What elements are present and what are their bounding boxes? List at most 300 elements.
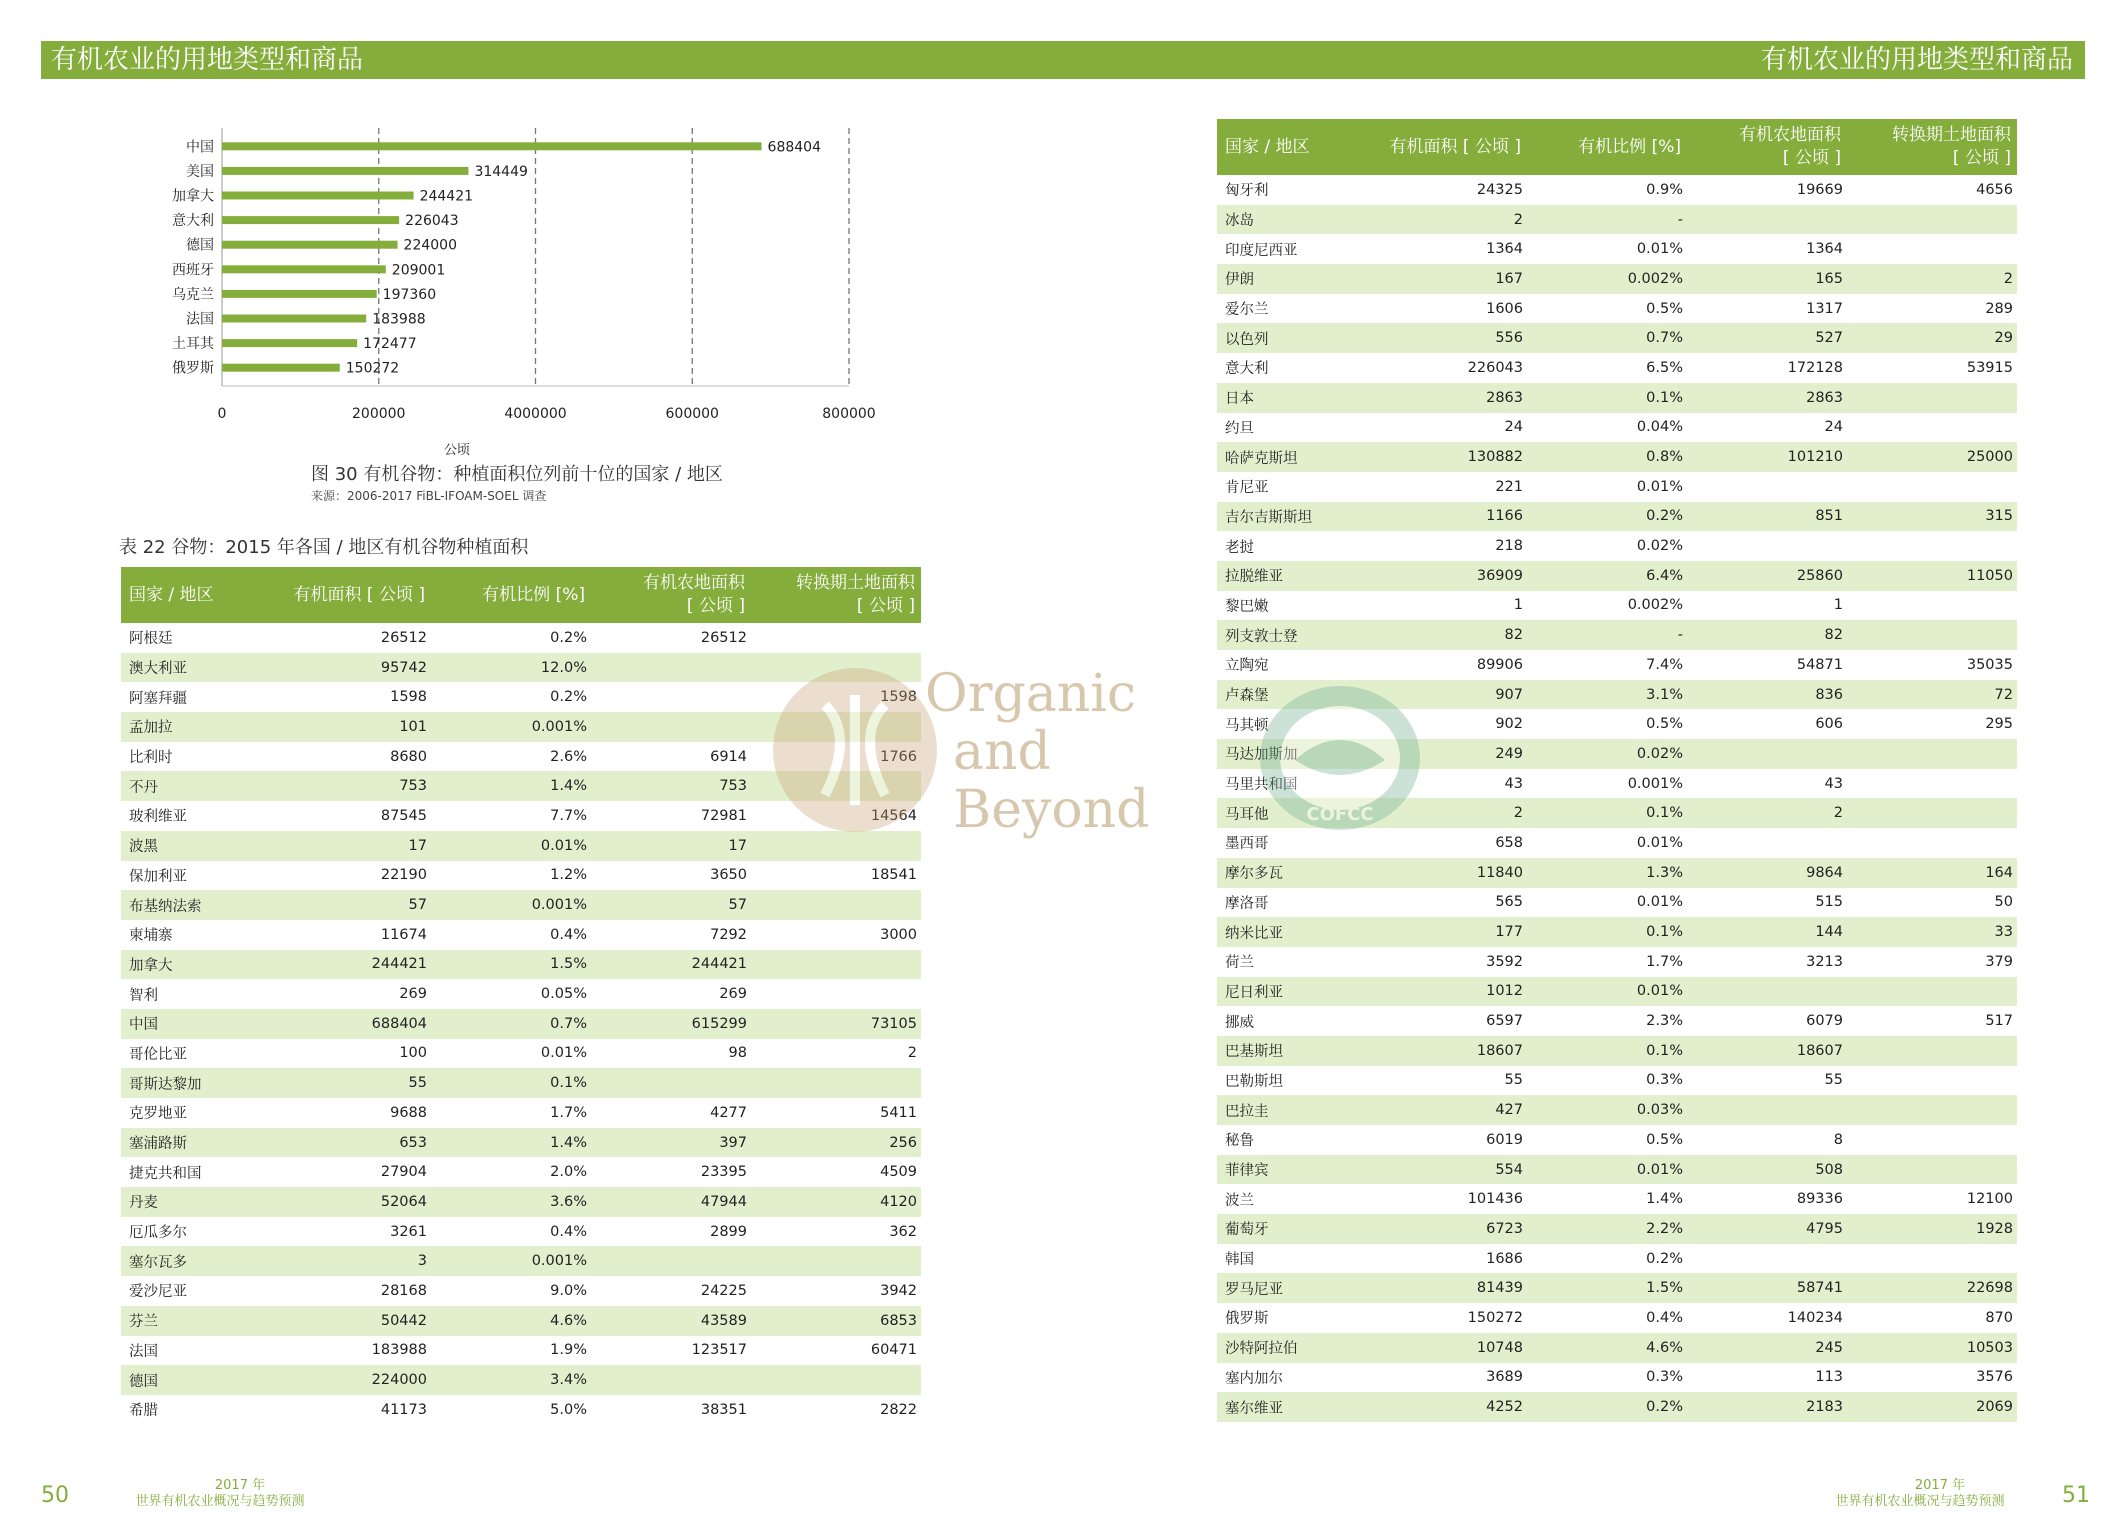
table-header-row xyxy=(121,567,921,623)
category-label: 美国 xyxy=(186,163,214,180)
column-header: 有机面积 [ 公顷 ] xyxy=(1367,119,1527,175)
country-cell: 沙特阿拉伯 xyxy=(1217,1333,1367,1363)
value-cell xyxy=(591,653,751,683)
value-cell: 226043 xyxy=(1467,359,1523,376)
value-cell: 6.5% xyxy=(1646,359,1683,376)
value-cell xyxy=(751,653,921,683)
value-cell: 2 xyxy=(1367,798,1527,828)
value-cell xyxy=(751,712,921,742)
value-cell: 57 xyxy=(591,890,751,920)
country-cell: 波兰 xyxy=(1225,1192,1254,1209)
value-cell: 0.1% xyxy=(431,1068,591,1098)
value-cell: 0.01% xyxy=(1636,834,1683,851)
value-cell: 653 xyxy=(271,1128,431,1158)
category-label: 土耳其 xyxy=(172,336,214,353)
country-cell: 丹麦 xyxy=(121,1187,271,1217)
value-cell: 1.5% xyxy=(431,950,591,980)
value-cell: 26512 xyxy=(700,629,747,646)
value-cell: 556 xyxy=(1367,323,1527,353)
value-cell: 1 xyxy=(1833,597,1843,614)
value-cell: 0.9% xyxy=(1646,181,1683,198)
country-cell: 匈牙利 xyxy=(1225,183,1269,200)
table-row xyxy=(121,1217,921,1247)
value-cell xyxy=(1687,1244,1847,1274)
country-cell: 塞内加尔 xyxy=(1225,1370,1283,1387)
value-cell: 0.01% xyxy=(1527,1155,1687,1185)
value-cell: 1.9% xyxy=(550,1342,587,1359)
country-cell: 玻利维亚 xyxy=(129,809,187,826)
table-row xyxy=(121,1098,921,1128)
value-cell: 7.7% xyxy=(550,807,587,824)
watermark-text xyxy=(925,665,1149,839)
value-cell: 7.4% xyxy=(1646,656,1683,673)
value-cell: 3650 xyxy=(710,867,747,884)
value-cell: 3.4% xyxy=(431,1365,591,1395)
table-row xyxy=(1217,917,2017,947)
category-label: 俄罗斯 xyxy=(172,360,214,377)
value-cell: 17 xyxy=(271,831,431,861)
table-row xyxy=(1217,1363,2017,1393)
table-row xyxy=(121,682,921,712)
value-cell: 753 xyxy=(591,771,751,801)
category-label: 乌克兰 xyxy=(172,286,214,303)
country-cell: 摩洛哥 xyxy=(1225,895,1269,912)
country-cell: 巴拉圭 xyxy=(1217,1095,1367,1125)
value-cell: 6.4% xyxy=(1527,561,1687,591)
value-cell xyxy=(1847,1244,2017,1274)
value-cell: 0.2% xyxy=(550,689,587,706)
bar xyxy=(222,216,399,224)
value-cell: 0.4% xyxy=(1646,1309,1683,1326)
value-cell xyxy=(751,771,921,801)
value-cell: 5.0% xyxy=(550,1401,587,1418)
value-cell: 18607 xyxy=(1687,1036,1847,1066)
category-label: 意大利 xyxy=(172,213,214,230)
value-cell: 50442 xyxy=(271,1306,431,1336)
tick-label: 200000 xyxy=(352,406,406,422)
value-cell: 0.1% xyxy=(1527,917,1687,947)
column-header: 有机比例 [%] xyxy=(1527,119,1687,175)
value-cell: 4277 xyxy=(710,1104,747,1121)
page-number-left: 50 xyxy=(41,1483,69,1508)
value-cell xyxy=(1847,383,2017,413)
value-cell: 22190 xyxy=(380,867,427,884)
category-label: 德国 xyxy=(186,237,214,254)
value-cell: 836 xyxy=(1687,680,1847,710)
value-cell: 269 xyxy=(719,986,747,1003)
value-cell: 0.7% xyxy=(1527,323,1687,353)
value-cell: 224000 xyxy=(271,1365,431,1395)
country-cell: 尼日利亚 xyxy=(1217,977,1367,1007)
value-cell: 24 xyxy=(1504,419,1523,436)
country-cell: 老挝 xyxy=(1225,539,1254,556)
value-cell: 0.01% xyxy=(431,831,591,861)
country-cell: 巴基斯坦 xyxy=(1217,1036,1367,1066)
country-cell: 法国 xyxy=(129,1343,158,1360)
table-row xyxy=(1217,234,2017,264)
value-cell: 0.3% xyxy=(1646,1072,1683,1089)
table-row xyxy=(121,1336,921,1366)
tick-label: 800000 xyxy=(822,406,876,422)
value-cell: 19669 xyxy=(1796,181,1843,198)
data-label: 197360 xyxy=(382,286,437,303)
value-cell: 315 xyxy=(1847,502,2017,532)
value-cell: 18541 xyxy=(870,867,917,884)
value-cell xyxy=(751,623,921,653)
value-cell: 0.2% xyxy=(1527,1392,1687,1422)
table-header-row xyxy=(1217,119,2017,175)
value-cell: 2899 xyxy=(710,1223,747,1240)
value-cell: 10748 xyxy=(1367,1333,1527,1363)
value-cell: 123517 xyxy=(691,1342,747,1359)
table-row xyxy=(1217,620,2017,650)
value-cell: 0.04% xyxy=(1636,419,1683,436)
value-cell: 3000 xyxy=(880,926,917,943)
value-cell: - xyxy=(1527,205,1687,235)
value-cell: 1928 xyxy=(1847,1214,2017,1244)
bar xyxy=(222,142,762,150)
table-row xyxy=(121,1246,921,1276)
value-cell: 1598 xyxy=(390,689,427,706)
table-row xyxy=(121,1395,921,1425)
country-cell: 保加利亚 xyxy=(129,868,187,885)
value-cell: 0.01% xyxy=(1636,894,1683,911)
value-cell: 0.001% xyxy=(431,1246,591,1276)
value-cell xyxy=(751,1246,921,1276)
country-cell: 约旦 xyxy=(1225,420,1254,437)
value-cell: 0.5% xyxy=(1646,300,1683,317)
table-row xyxy=(121,979,921,1009)
value-cell: 95742 xyxy=(271,653,431,683)
table-row xyxy=(121,1365,921,1395)
value-cell: 8 xyxy=(1833,1131,1843,1148)
value-cell xyxy=(1687,977,1847,1007)
country-cell: 克罗地亚 xyxy=(129,1106,187,1123)
value-cell: 397 xyxy=(591,1128,751,1158)
value-cell: 218 xyxy=(1495,538,1523,555)
value-cell: 22698 xyxy=(1847,1273,2017,1303)
value-cell: 43 xyxy=(1824,775,1843,792)
country-cell: 哈萨克斯坦 xyxy=(1217,442,1367,472)
value-cell: 89336 xyxy=(1796,1191,1843,1208)
table-row xyxy=(1217,769,2017,799)
country-cell: 阿根廷 xyxy=(129,631,173,648)
value-cell: 1.3% xyxy=(1527,858,1687,888)
value-cell: 1364 xyxy=(1806,241,1843,258)
value-cell: 1.4% xyxy=(431,1128,591,1158)
country-cell: 纳米比亚 xyxy=(1217,917,1367,947)
bar xyxy=(222,315,366,323)
table-row xyxy=(121,950,921,980)
footer-left xyxy=(120,1478,320,1510)
value-cell: 0.01% xyxy=(1636,478,1683,495)
value-cell xyxy=(1847,739,2017,769)
value-cell: 54871 xyxy=(1796,656,1843,673)
value-cell: 256 xyxy=(751,1128,921,1158)
bar xyxy=(222,265,386,273)
value-cell: 6853 xyxy=(751,1306,921,1336)
table-row xyxy=(121,1157,921,1187)
value-cell xyxy=(1847,769,2017,799)
value-cell: 0.02% xyxy=(1636,538,1683,555)
value-cell: 5411 xyxy=(880,1104,917,1121)
value-cell: 1364 xyxy=(1486,241,1523,258)
value-cell: 362 xyxy=(889,1223,917,1240)
value-cell: 4.6% xyxy=(431,1306,591,1336)
value-cell: 1.7% xyxy=(1646,953,1683,970)
value-cell xyxy=(591,682,751,712)
table-row xyxy=(1217,1333,2017,1363)
value-cell xyxy=(1687,472,1847,502)
footer-right xyxy=(1820,1478,2020,1510)
value-cell: 57 xyxy=(271,890,431,920)
country-cell: 菲律宾 xyxy=(1217,1155,1367,1185)
value-cell xyxy=(751,1068,921,1098)
bar-chart xyxy=(150,124,876,458)
cofcc-badge-text: COFCC xyxy=(1306,804,1374,825)
table-row xyxy=(1217,858,2017,888)
value-cell: 245 xyxy=(1687,1333,1847,1363)
table-row xyxy=(121,1187,921,1217)
country-cell: 塞尔瓦多 xyxy=(121,1246,271,1276)
value-cell: 1.4% xyxy=(1646,1191,1683,1208)
country-cell: 墨西哥 xyxy=(1225,836,1269,853)
table-row xyxy=(1217,709,2017,739)
value-cell xyxy=(1687,739,1847,769)
page-banner xyxy=(41,41,2085,79)
table-row xyxy=(1217,591,2017,621)
page-number-right: 51 xyxy=(2062,1483,2090,1508)
value-cell: 0.001% xyxy=(431,712,591,742)
value-cell: 101210 xyxy=(1687,442,1847,472)
country-cell: 冰岛 xyxy=(1217,205,1367,235)
table-row xyxy=(1217,739,2017,769)
table-row xyxy=(1217,264,2017,294)
value-cell: 165 xyxy=(1687,264,1847,294)
value-cell: 3.1% xyxy=(1527,680,1687,710)
category-label: 法国 xyxy=(186,311,214,328)
country-cell: 希腊 xyxy=(129,1403,158,1420)
value-cell: 0.05% xyxy=(540,986,587,1003)
value-cell: 0.02% xyxy=(1527,739,1687,769)
value-cell xyxy=(1847,1155,2017,1185)
value-cell: 0.7% xyxy=(431,1009,591,1039)
value-cell xyxy=(751,890,921,920)
table-row xyxy=(1217,294,2017,324)
country-cell: 罗马尼亚 xyxy=(1217,1273,1367,1303)
value-cell: 244421 xyxy=(591,950,751,980)
value-cell: 6019 xyxy=(1486,1131,1523,1148)
value-cell: 0.2% xyxy=(550,629,587,646)
value-cell: 73105 xyxy=(751,1009,921,1039)
table-row xyxy=(1217,531,2017,561)
value-cell: 72981 xyxy=(700,807,747,824)
table-row xyxy=(1217,1273,2017,1303)
table-row xyxy=(1217,383,2017,413)
country-cell: 阿塞拜疆 xyxy=(129,690,187,707)
value-cell: 0.2% xyxy=(1527,502,1687,532)
value-cell: 0.002% xyxy=(1527,264,1687,294)
value-cell: 0.01% xyxy=(540,1045,587,1062)
country-cell: 肯尼亚 xyxy=(1225,480,1269,497)
value-cell: 3592 xyxy=(1486,953,1523,970)
tick-label: 600000 xyxy=(665,406,719,422)
table-row xyxy=(121,623,921,653)
table-row xyxy=(1217,1184,2017,1214)
value-cell: 177 xyxy=(1367,917,1527,947)
country-cell: 吉尔吉斯斯坦 xyxy=(1217,502,1367,532)
table-row xyxy=(1217,1155,2017,1185)
data-label: 209001 xyxy=(391,262,446,279)
country-cell: 爱沙尼亚 xyxy=(129,1284,187,1301)
value-cell: 0.002% xyxy=(1627,597,1683,614)
value-cell: 0.4% xyxy=(550,1223,587,1240)
table-row xyxy=(1217,798,2017,828)
country-cell: 孟加拉 xyxy=(121,712,271,742)
bar xyxy=(222,339,357,347)
value-cell: 221 xyxy=(1495,478,1523,495)
value-cell: 1598 xyxy=(880,689,917,706)
value-cell: 55 xyxy=(1504,1072,1523,1089)
value-cell: 9864 xyxy=(1687,858,1847,888)
country-cell: 立陶宛 xyxy=(1225,658,1269,675)
data-table-right xyxy=(1217,119,2017,1422)
value-cell: 50 xyxy=(1994,894,2013,911)
value-cell: 27904 xyxy=(380,1164,427,1181)
value-cell: 60471 xyxy=(870,1342,917,1359)
table-row xyxy=(1217,1214,2017,1244)
value-cell: 24225 xyxy=(700,1282,747,1299)
value-cell: 4.6% xyxy=(1527,1333,1687,1363)
value-cell: 2863 xyxy=(1367,383,1527,413)
value-cell: 11674 xyxy=(380,926,427,943)
value-cell: 183988 xyxy=(371,1342,427,1359)
country-cell: 巴勒斯坦 xyxy=(1225,1073,1283,1090)
table-row xyxy=(1217,947,2017,977)
footer-left-title: 世界有机农业概况与趋势预测 xyxy=(135,1494,305,1509)
table-row xyxy=(1217,1303,2017,1333)
value-cell xyxy=(1847,1125,2017,1155)
country-cell: 摩尔多瓦 xyxy=(1217,858,1367,888)
value-cell: 100 xyxy=(399,1045,427,1062)
value-cell: 907 xyxy=(1367,680,1527,710)
value-cell: 658 xyxy=(1495,834,1523,851)
value-cell: 14564 xyxy=(870,807,917,824)
value-cell: 6597 xyxy=(1486,1013,1523,1030)
value-cell: 3.6% xyxy=(431,1187,591,1217)
data-table-left xyxy=(121,567,921,1425)
country-cell: 爱尔兰 xyxy=(1225,302,1269,319)
country-cell: 马耳他 xyxy=(1217,798,1367,828)
value-cell: 4120 xyxy=(751,1187,921,1217)
data-label: 226043 xyxy=(405,213,459,230)
country-cell: 秘鲁 xyxy=(1225,1133,1254,1150)
country-cell: 印度尼西亚 xyxy=(1225,242,1298,259)
value-cell xyxy=(1847,591,2017,621)
value-cell: 249 xyxy=(1367,739,1527,769)
data-label: 244421 xyxy=(419,188,474,205)
value-cell: 3689 xyxy=(1486,1369,1523,1386)
table-row xyxy=(1217,502,2017,532)
value-cell: 2.6% xyxy=(550,748,587,765)
value-cell: 565 xyxy=(1495,894,1523,911)
value-cell: 2 xyxy=(1847,264,2017,294)
value-cell: 1012 xyxy=(1367,977,1527,1007)
value-cell: 130882 xyxy=(1367,442,1527,472)
category-label: 西班牙 xyxy=(172,262,214,279)
value-cell: 167 xyxy=(1367,264,1527,294)
value-cell: 1766 xyxy=(880,748,917,765)
country-cell: 以色列 xyxy=(1217,323,1367,353)
table-row xyxy=(121,861,921,891)
value-cell: 140234 xyxy=(1787,1309,1843,1326)
value-cell: 28168 xyxy=(380,1282,427,1299)
watermark-line-1: Organic xyxy=(925,664,1137,724)
value-cell xyxy=(1847,1066,2017,1096)
value-cell: 6914 xyxy=(710,748,747,765)
value-cell: 1.2% xyxy=(550,867,587,884)
country-cell: 塞尔维亚 xyxy=(1217,1392,1367,1422)
value-cell: 58741 xyxy=(1687,1273,1847,1303)
value-cell: 517 xyxy=(1985,1013,2013,1030)
country-cell: 不丹 xyxy=(121,771,271,801)
value-cell: 6723 xyxy=(1367,1214,1527,1244)
value-cell: 0.1% xyxy=(1527,1036,1687,1066)
value-cell: 0.2% xyxy=(1646,1250,1683,1267)
country-cell: 哥斯达黎加 xyxy=(121,1068,271,1098)
table-row xyxy=(1217,977,2017,1007)
value-cell xyxy=(591,1365,751,1395)
footer-right-title: 世界有机农业概况与趋势预测 xyxy=(1835,1494,2005,1509)
table-row xyxy=(1217,442,2017,472)
table-row xyxy=(121,771,921,801)
country-cell: 柬埔寨 xyxy=(129,928,173,945)
column-header: 有机比例 [%] xyxy=(431,567,591,623)
value-cell: 35035 xyxy=(1966,656,2013,673)
footer-left-year: 2017 年 xyxy=(214,1478,266,1493)
footer-right-year: 2017 年 xyxy=(1914,1478,1966,1493)
value-cell: 23395 xyxy=(700,1164,747,1181)
value-cell: 688404 xyxy=(271,1009,431,1039)
bar xyxy=(222,290,377,298)
category-label: 加拿大 xyxy=(172,188,214,205)
value-cell xyxy=(591,712,751,742)
right-page-title: 有机农业的用地类型和商品 xyxy=(1760,45,2073,75)
value-cell: 11050 xyxy=(1847,561,2017,591)
value-cell: 1.4% xyxy=(431,771,591,801)
value-cell: 515 xyxy=(1815,894,1843,911)
value-cell: 0.8% xyxy=(1527,442,1687,472)
country-cell: 澳大利亚 xyxy=(121,653,271,683)
value-cell: 554 xyxy=(1367,1155,1527,1185)
country-cell: 加拿大 xyxy=(121,950,271,980)
tick-label: 4000000 xyxy=(504,406,567,422)
table-row xyxy=(1217,1125,2017,1155)
country-cell: 布基纳法索 xyxy=(121,890,271,920)
value-cell: 3942 xyxy=(880,1282,917,1299)
value-cell: 52064 xyxy=(271,1187,431,1217)
value-cell: 2863 xyxy=(1687,383,1847,413)
value-cell: 53915 xyxy=(1966,359,2013,376)
table-row xyxy=(1217,650,2017,680)
value-cell xyxy=(1847,472,2017,502)
country-cell: 韩国 xyxy=(1225,1252,1254,1269)
table-row xyxy=(121,1068,921,1098)
value-cell: 1317 xyxy=(1806,300,1843,317)
category-label: 中国 xyxy=(186,139,214,156)
value-cell: 0.5% xyxy=(1646,716,1683,733)
value-cell: 1 xyxy=(1513,597,1523,614)
